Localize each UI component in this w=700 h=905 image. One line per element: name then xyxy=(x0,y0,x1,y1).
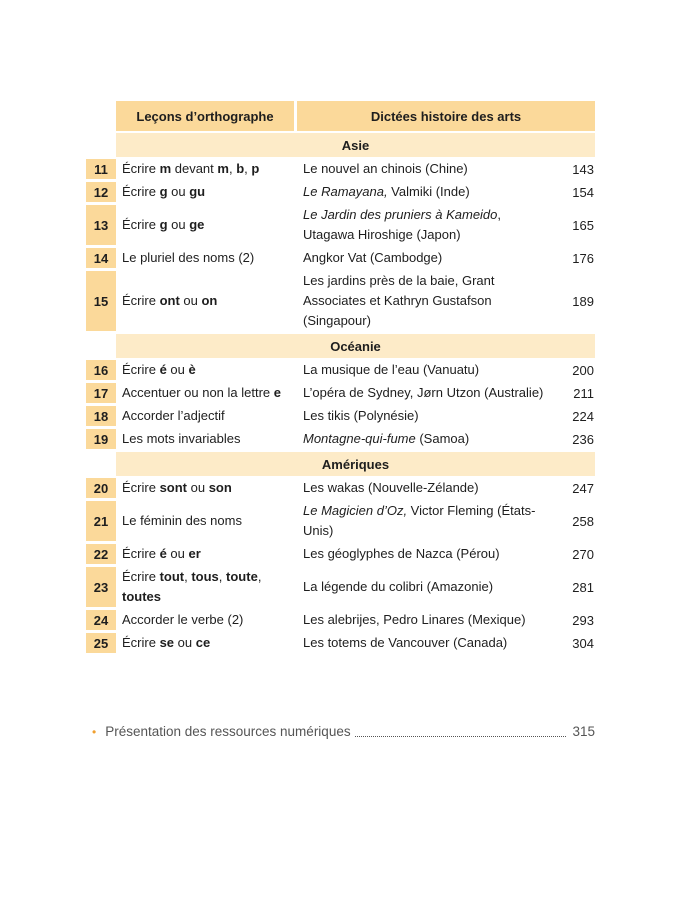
lesson-title xyxy=(116,406,297,426)
text-segment: é xyxy=(159,546,167,561)
lesson-title xyxy=(116,567,297,607)
page-number: 165 xyxy=(572,217,594,233)
text-segment: son xyxy=(208,480,232,495)
page-number: 143 xyxy=(572,161,594,177)
text-segment: Le Magicien d’Oz, xyxy=(303,503,408,518)
toc-row[interactable] xyxy=(86,567,595,607)
text-segment: , xyxy=(184,569,192,584)
text-segment: , xyxy=(257,569,262,584)
text-segment: p xyxy=(251,161,260,176)
section-title: Océanie xyxy=(116,334,595,358)
lesson-number: 17 xyxy=(86,383,116,403)
section-title: Amériques xyxy=(116,452,595,476)
lesson-title xyxy=(116,383,297,403)
page-number: 224 xyxy=(572,408,594,424)
text-segment: g xyxy=(159,217,168,232)
text-segment: La musique de l’eau (Vanuatu) xyxy=(303,362,480,377)
toc-row[interactable] xyxy=(86,360,595,380)
lesson-number: 24 xyxy=(86,610,116,630)
text-segment: ge xyxy=(189,217,205,232)
dictee-title xyxy=(297,383,544,403)
dictee-title xyxy=(297,501,544,541)
text-segment: ou xyxy=(167,217,190,232)
lesson-number: 22 xyxy=(86,544,116,564)
lesson-number: 16 xyxy=(86,360,116,380)
lesson-title xyxy=(116,429,297,449)
text-segment: Les mots invariables xyxy=(122,431,241,446)
dictee-title xyxy=(297,271,544,331)
text-segment: Les géoglyphes de Nazca (Pérou) xyxy=(303,546,500,561)
page-number: 247 xyxy=(572,480,594,496)
lesson-number: 20 xyxy=(86,478,116,498)
text-segment: ou xyxy=(167,184,190,199)
dictee-title xyxy=(297,406,544,426)
text-segment: Le Ramayana, xyxy=(303,184,388,199)
toc-row[interactable] xyxy=(86,248,595,268)
text-segment: , xyxy=(218,569,227,584)
text-segment: ce xyxy=(195,635,211,650)
page-number: 258 xyxy=(572,513,594,529)
dictees-column-header: Dictées histoire des arts xyxy=(297,101,595,131)
lesson-number: 13 xyxy=(86,205,116,245)
dictee-title xyxy=(297,248,544,268)
dictee-title xyxy=(297,159,544,179)
lesson-title xyxy=(116,610,297,630)
footer-label: Présentation des ressources numériques xyxy=(105,724,351,739)
dictee-title xyxy=(297,429,544,449)
leader-dots xyxy=(355,726,567,737)
text-segment: Écrire xyxy=(122,184,160,199)
lesson-title xyxy=(116,360,297,380)
text-segment: Écrire xyxy=(122,293,160,308)
text-segment: Le nouvel an chinois (Chine) xyxy=(303,161,468,176)
lesson-number: 19 xyxy=(86,429,116,449)
text-segment: ou xyxy=(187,480,209,495)
toc-row[interactable] xyxy=(86,429,595,449)
text-segment: Victor Fleming (États-Unis) xyxy=(303,503,536,538)
lesson-number: 11 xyxy=(86,159,116,179)
lesson-title xyxy=(116,248,297,268)
page-number: 293 xyxy=(572,612,594,628)
page-number: 270 xyxy=(572,546,594,562)
text-segment: La légende du colibri (Amazonie) xyxy=(303,579,494,594)
text-segment: , xyxy=(244,161,252,176)
text-segment: tous xyxy=(191,569,219,584)
text-segment: , xyxy=(228,161,237,176)
toc-row[interactable] xyxy=(86,633,595,653)
text-segment: ont xyxy=(159,293,180,308)
section-header xyxy=(86,452,595,476)
text-segment: b xyxy=(236,161,245,176)
text-segment: Écrire xyxy=(122,635,160,650)
toc-row[interactable] xyxy=(86,205,595,245)
toc-row[interactable] xyxy=(86,478,595,498)
text-segment: è xyxy=(188,362,196,377)
lesson-title xyxy=(116,501,297,541)
lesson-number: 23 xyxy=(86,567,116,607)
dictee-title xyxy=(297,633,544,653)
text-segment: é xyxy=(159,362,167,377)
dictee-title xyxy=(297,205,544,245)
toc-row[interactable] xyxy=(86,182,595,202)
text-segment: devant xyxy=(171,161,218,176)
text-segment: Angkor Vat (Cambodge) xyxy=(303,250,443,265)
text-segment: ou xyxy=(179,293,202,308)
text-segment: Le féminin des noms xyxy=(122,513,242,528)
text-segment: er xyxy=(188,546,201,561)
dictee-title xyxy=(297,360,544,380)
footer-page: 315 xyxy=(572,724,595,739)
page-number: 189 xyxy=(572,293,594,309)
page-number: 200 xyxy=(572,362,594,378)
page-number: 281 xyxy=(572,579,594,595)
text-segment: tout xyxy=(159,569,185,584)
text-segment: sont xyxy=(159,480,188,495)
lesson-title xyxy=(116,271,297,331)
toc-row[interactable] xyxy=(86,159,595,179)
text-segment: m xyxy=(159,161,172,176)
lesson-number: 12 xyxy=(86,182,116,202)
text-segment: ou xyxy=(174,635,196,650)
text-segment: gu xyxy=(189,184,206,199)
lesson-title xyxy=(116,205,297,245)
text-segment: Écrire xyxy=(122,161,160,176)
text-segment: g xyxy=(159,184,168,199)
text-segment: Montagne-qui-fume xyxy=(303,431,416,446)
text-segment: Valmiki (Inde) xyxy=(387,184,470,199)
bullet-icon: • xyxy=(92,724,97,739)
lesson-title xyxy=(116,159,297,179)
text-segment: Accorder le verbe (2) xyxy=(122,612,244,627)
page-number: 154 xyxy=(572,184,594,200)
text-segment: ou xyxy=(166,546,189,561)
text-segment: Le pluriel des noms (2) xyxy=(122,250,255,265)
toc-row[interactable] xyxy=(86,383,595,403)
toc-row[interactable] xyxy=(86,544,595,564)
lesson-number: 14 xyxy=(86,248,116,268)
dictee-title xyxy=(297,182,544,202)
text-segment: Les totems de Vancouver (Canada) xyxy=(303,635,508,650)
lesson-number: 25 xyxy=(86,633,116,653)
text-segment: Écrire xyxy=(122,362,160,377)
text-segment: Écrire xyxy=(122,569,160,584)
lesson-number: 18 xyxy=(86,406,116,426)
lesson-title xyxy=(116,544,297,564)
text-segment: Écrire xyxy=(122,480,160,495)
text-segment: Écrire xyxy=(122,217,160,232)
text-segment: Les wakas (Nouvelle-Zélande) xyxy=(303,480,479,495)
text-segment: m xyxy=(217,161,229,176)
text-segment: Accentuer ou non la lettre xyxy=(122,385,274,400)
text-segment: Les alebrijes, Pedro Linares (Mexique) xyxy=(303,612,526,627)
sections-container xyxy=(86,133,595,653)
toc-row[interactable] xyxy=(86,271,595,331)
text-segment: Accorder l’adjectif xyxy=(122,408,225,423)
lesson-title xyxy=(116,478,297,498)
page-number: 176 xyxy=(572,250,594,266)
section-header xyxy=(86,133,595,157)
page-number: 236 xyxy=(572,431,594,447)
text-segment: se xyxy=(159,635,175,650)
text-segment: L’opéra de Sydney, Jørn Utzon (Australie) xyxy=(303,385,544,400)
text-segment: , Utagawa Hiroshige (Japon) xyxy=(303,207,502,242)
toc-row[interactable] xyxy=(86,610,595,630)
text-segment: e xyxy=(273,385,281,400)
text-segment: (Samoa) xyxy=(415,431,470,446)
toc-row[interactable] xyxy=(86,406,595,426)
dictee-title xyxy=(297,544,544,564)
dictee-title xyxy=(297,567,544,607)
toc-row[interactable] xyxy=(86,501,595,541)
dictee-title xyxy=(297,478,544,498)
section-header xyxy=(86,334,595,358)
lesson-number: 15 xyxy=(86,271,116,331)
text-segment: Les jardins près de la baie, Grant Associates et Kathryn Gustafson (Singapour) xyxy=(303,273,495,328)
page-number: 304 xyxy=(572,635,594,651)
dictee-title xyxy=(297,610,544,630)
lesson-title xyxy=(116,182,297,202)
text-segment: on xyxy=(201,293,218,308)
table-of-contents xyxy=(86,101,595,656)
text-segment: toutes xyxy=(122,589,161,604)
text-segment: Écrire xyxy=(122,546,160,561)
page-number: 211 xyxy=(573,385,594,401)
text-segment: ou xyxy=(166,362,189,377)
section-title: Asie xyxy=(116,133,595,157)
lessons-column-header: Leçons d’orthographe xyxy=(116,101,294,131)
text-segment: Le Jardin des pruniers à Kameido xyxy=(303,207,498,222)
text-segment: toute xyxy=(226,569,258,584)
text-segment: Les tikis (Polynésie) xyxy=(303,408,419,423)
lesson-title xyxy=(116,633,297,653)
lesson-number: 21 xyxy=(86,501,116,541)
table-header xyxy=(86,101,595,131)
footer-entry[interactable] xyxy=(92,724,595,739)
